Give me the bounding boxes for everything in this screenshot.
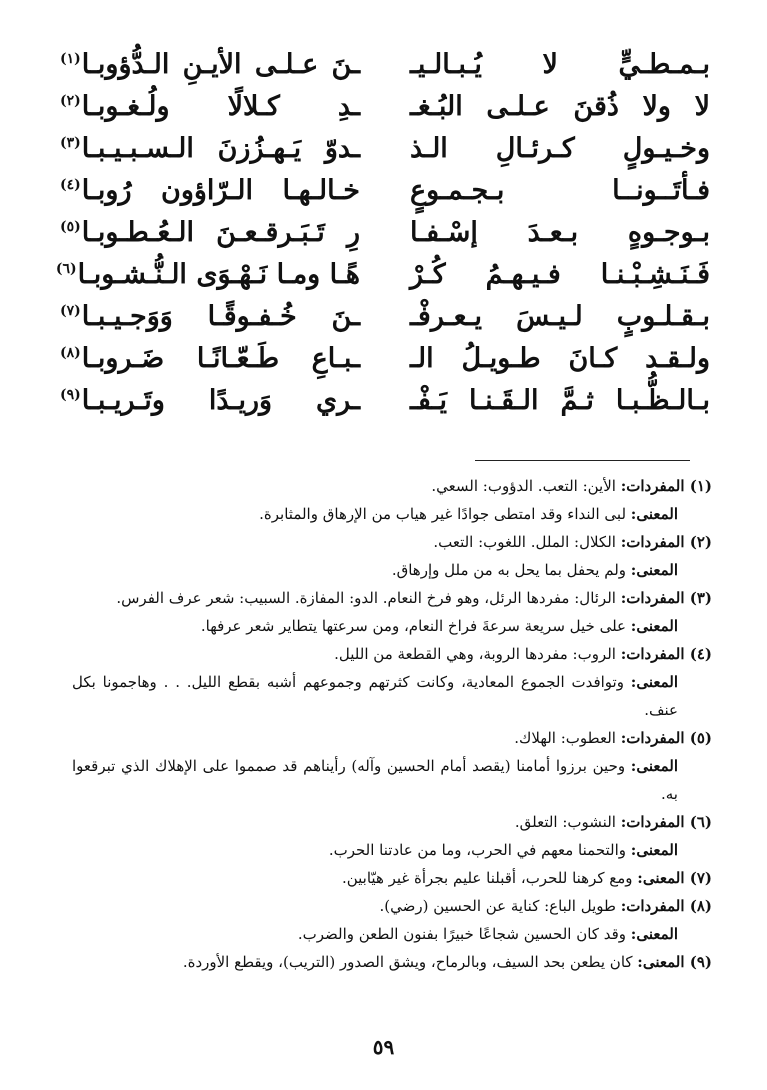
hemistich-second (60, 296, 360, 338)
note-label: (١) المفردات: (620, 477, 712, 495)
footnote-line (72, 584, 712, 612)
footnote-ref: (٧) (60, 303, 81, 319)
note-text: وتوافدت الجموع المعادية، وكانت كثرتهم وجموعهم أشبه بقطع الليل. . . وهاجمونا بكل عنف. (72, 673, 678, 719)
hemistich-text: ـدِ كـلالًا ولُـغـوبـا (81, 91, 360, 122)
hemistich-text: رِ تَـبَـرقـعـنَ الـعُـطـوبـا (81, 217, 360, 248)
hemistich-second (60, 380, 360, 422)
footnote-ref: (١) (60, 51, 81, 67)
hemistich-second (60, 212, 360, 254)
page-number: ٥٩ (372, 1035, 395, 1059)
hemistich-text: ـدوّ يَـهـزُزنَ الـسـبـيـبـا (81, 133, 360, 164)
footnote-ref: (٨) (60, 345, 81, 361)
footnote-line (72, 948, 712, 976)
note-text: النشوب: التعلق. (514, 813, 621, 831)
hemistich-text: ـبـاعِ طَـعّـانًـا ضَـروبـا (81, 343, 360, 374)
verse-2 (60, 86, 710, 128)
note-label: (٣) المفردات: (620, 589, 712, 607)
hemistich-first: فـأتَــونــا بـجـمـوعٍ (410, 175, 710, 206)
footnote-line (72, 752, 712, 808)
footnote-line (72, 612, 712, 640)
note-text: العطوب: الهلاك. (514, 729, 621, 747)
hemistich-text: ـري وَريـدًا وتَـريـبـا (81, 385, 360, 416)
note-text: والتحمنا معهم في الحرب، وما من عادتنا الحرب. (328, 841, 631, 859)
footnote-ref: (٩) (60, 387, 81, 403)
note-text: الرئال: مفردها الرئل، وهو فرخ النعام. الدو: المفازة. السبيب: شعر عرف الفرس. (116, 589, 621, 607)
note-label: (٥) المفردات: (620, 729, 712, 747)
note-label: المعنى: (630, 925, 678, 943)
hemistich-second (60, 128, 360, 170)
note-label: (٤) المفردات: (620, 645, 712, 663)
note-text: وحين برزوا أمامنا (يقصد أمام الحسين وآله) رأيناهم قد صمموا على الإهلاك الذي تبرقعوا به. (72, 757, 678, 803)
verse-1 (60, 44, 710, 86)
note-label: المعنى: (630, 617, 678, 635)
hemistich-text: ـنَ عـلـى الأيـنِ الـدُّؤوبـا (81, 49, 360, 80)
hemistich-second (60, 44, 360, 86)
note-text: طويل الباع: كناية عن الحسين (رضي). (379, 897, 621, 915)
footnote-ref: (٢) (60, 93, 81, 109)
note-text: لبى النداء وقد امتطى جوادًا غير هياب من الإرهاق والمثابرة. (259, 505, 631, 523)
hemistich-first: وخـيـولٍ كـرئـالِ الـذ (410, 133, 710, 164)
verse-5 (60, 212, 710, 254)
footnotes (72, 472, 712, 976)
footnote-line (72, 528, 712, 556)
poem (55, 44, 710, 422)
note-text: الكلال: الملل. اللغوب: التعب. (433, 533, 621, 551)
hemistich-text: ـنَ خُـفـوقًـا وَوَجـيـبـا (81, 301, 360, 332)
verse-7 (60, 296, 710, 338)
footnote-line (72, 892, 712, 920)
hemistich-second (60, 86, 360, 128)
note-text: وقد كان الحسين شجاعًا خبيرًا بفنون الطعن والضرب. (297, 925, 631, 943)
note-text: ومع كرهنا للحرب، أقبلنا عليم بجرأة غير هيّابين. (341, 869, 638, 887)
footnote-line (72, 500, 712, 528)
footnote-ref: (٦) (55, 261, 77, 277)
note-label: المعنى: (630, 841, 678, 859)
footnote-line (72, 724, 712, 752)
hemistich-second (55, 254, 360, 296)
verse-3 (60, 128, 710, 170)
footnote-line (72, 920, 712, 948)
note-label: (٩) المعنى: (637, 953, 712, 971)
hemistich-second (60, 170, 360, 212)
note-text: على خيل سريعة سرعةَ فراخ النعام، ومن سرعتها يتطاير شعر عرفها. (200, 617, 631, 635)
note-label: المعنى: (630, 757, 678, 775)
note-text: الأين: التعب. الدؤوب: السعي. (431, 477, 621, 495)
hemistich-first: بـوجـوهٍ بـعـدَ إسْـفـا (410, 217, 710, 248)
hemistich-second (60, 338, 360, 380)
hemistich-first: بـمـطـيٍّ لا يُـبـالـيـ (410, 49, 710, 80)
note-text: ولم يحفل بما يحل به من ملل وإرهاق. (391, 561, 631, 579)
note-label: (٦) المفردات: (620, 813, 712, 831)
note-label: (٧) المعنى: (637, 869, 712, 887)
hemistich-first: لا ولا ذُقنَ عـلـى البُـغـ (410, 91, 710, 122)
hemistich-first: بـالـظُّـبـا ثـمَّ الـقَـنـا يَـفْـ (410, 385, 710, 416)
footnote-ref: (٥) (60, 219, 81, 235)
note-label: (٢) المفردات: (620, 533, 712, 551)
note-label: المعنى: (630, 673, 678, 691)
verse-8 (60, 338, 710, 380)
footnote-line (72, 556, 712, 584)
footnote-line (72, 640, 712, 668)
footnote-ref: (٤) (60, 177, 81, 193)
hemistich-first: بـقـلـوبٍ لـيـسَ يـعـرفْـ (410, 301, 710, 332)
verse-4 (60, 170, 710, 212)
footnote-ref: (٣) (60, 135, 81, 151)
footnote-line (72, 668, 712, 724)
footnote-line (72, 472, 712, 500)
note-text: الروب: مفردها الروبة، وهي القطعة من الليل. (334, 645, 621, 663)
hemistich-text: خـالـهـا الـرّاؤون رُوبـا (81, 175, 360, 206)
note-label: المعنى: (630, 505, 678, 523)
hemistich-text: هًـا ومـا نَـهْـوَى الـنُّـشـوبـا (77, 259, 360, 290)
footnote-line (72, 808, 712, 836)
footnote-line (72, 836, 712, 864)
verse-9 (60, 380, 710, 422)
hemistich-first: فَـنَـشِـبْـنـا فـيـهـمُ كُـرْ (410, 259, 710, 290)
footnote-separator (475, 460, 690, 461)
note-label: (٨) المفردات: (620, 897, 712, 915)
hemistich-first: ولـقـد كـانَ طـويـلُ الـ (410, 343, 710, 374)
footnote-line (72, 864, 712, 892)
verse-6 (55, 254, 710, 296)
note-label: المعنى: (630, 561, 678, 579)
note-text: كان يطعن بحد السيف، وبالرماح، ويشق الصدور (التريب)، ويقطع الأوردة. (182, 953, 638, 971)
